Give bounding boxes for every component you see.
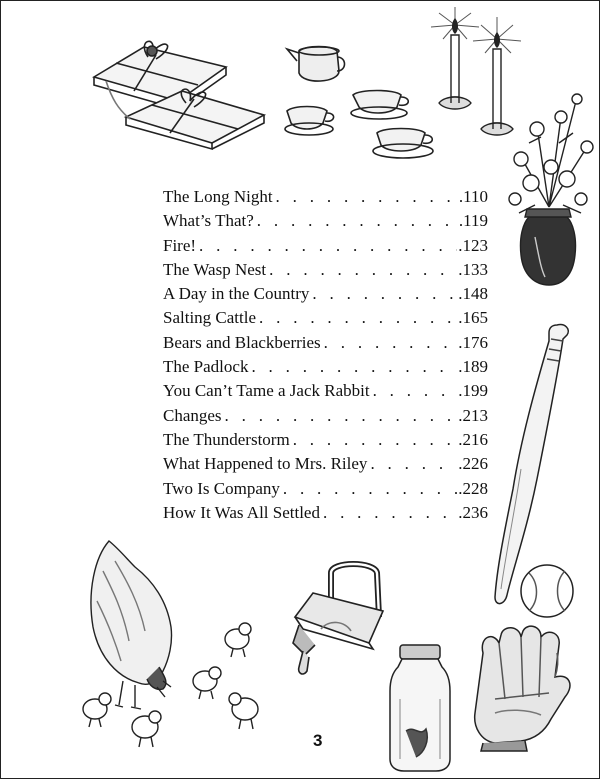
toc-entry bbox=[163, 379, 488, 403]
chapter-page-number: .176 bbox=[458, 332, 488, 352]
flower-vase-icon bbox=[501, 87, 596, 292]
chapter-page-number: .236 bbox=[458, 502, 488, 522]
toc-entry bbox=[163, 501, 488, 525]
toc-entry bbox=[163, 185, 488, 209]
chapter-page-number: .216 bbox=[458, 429, 488, 449]
dot-leader bbox=[225, 404, 458, 428]
chapter-title: Bears and Blackberries bbox=[163, 332, 321, 352]
dot-leader bbox=[370, 452, 457, 476]
dot-leader bbox=[373, 379, 458, 403]
baseball-bat-and-ball-icon bbox=[491, 319, 581, 624]
chapter-title: Salting Cattle bbox=[163, 308, 257, 328]
dot-leader bbox=[251, 355, 457, 379]
chapter-title: The Padlock bbox=[163, 357, 249, 377]
dot-leader bbox=[257, 209, 458, 233]
chapter-title: The Thunderstorm bbox=[163, 429, 290, 449]
dot-leader bbox=[276, 185, 458, 209]
chapter-page-number: .133 bbox=[458, 259, 488, 279]
chapter-page-number: .110 bbox=[458, 187, 488, 206]
chapter-page-number: .119 bbox=[458, 211, 488, 231]
chapter-page-number: .226 bbox=[458, 454, 488, 474]
dot-leader bbox=[323, 501, 457, 525]
chapter-title: Changes bbox=[163, 405, 222, 425]
chapter-page-number: .228 bbox=[458, 478, 488, 498]
chapter-page-number: .213 bbox=[458, 405, 488, 425]
chapter-page-number: .123 bbox=[458, 235, 488, 255]
dot-leader bbox=[312, 282, 457, 306]
dot-leader bbox=[283, 477, 457, 501]
chapter-page-number: .148 bbox=[458, 284, 488, 304]
toc-entry bbox=[163, 331, 488, 355]
chapter-title: Two Is Company bbox=[163, 478, 280, 498]
table-of-contents bbox=[163, 185, 488, 525]
chapter-title: You Can’t Tame a Jack Rabbit bbox=[163, 381, 370, 401]
toc-entry bbox=[163, 355, 488, 379]
glass-jar-icon bbox=[386, 641, 456, 773]
chapter-title: The Wasp Nest bbox=[163, 259, 267, 279]
chapter-title: A Day in the Country bbox=[163, 284, 310, 304]
dot-leader bbox=[269, 258, 457, 282]
toc-entry bbox=[163, 209, 488, 233]
toc-entry bbox=[163, 258, 488, 282]
toc-entry bbox=[163, 452, 488, 476]
dot-leader bbox=[259, 306, 457, 330]
toc-entry bbox=[163, 404, 488, 428]
dot-leader bbox=[199, 234, 457, 258]
chapter-title: How It Was All Settled bbox=[163, 502, 320, 522]
dot-leader bbox=[293, 428, 458, 452]
tied-packages-icon bbox=[86, 29, 276, 149]
dot-leader bbox=[324, 331, 458, 355]
toc-entry bbox=[163, 306, 488, 330]
toc-entry bbox=[163, 428, 488, 452]
chapter-title: What Happened to Mrs. Riley bbox=[163, 454, 368, 474]
baseball-glove-icon bbox=[465, 623, 577, 753]
toc-entry bbox=[163, 477, 488, 501]
hen-and-chicks-icon bbox=[73, 531, 278, 756]
chapter-title: Fire! bbox=[163, 235, 197, 255]
chapter-page-number: .189 bbox=[458, 357, 488, 377]
toc-entry bbox=[163, 282, 488, 306]
chapter-page-number: .165 bbox=[458, 308, 488, 328]
page-number: 3 bbox=[313, 731, 323, 750]
padlock-icon bbox=[285, 559, 393, 699]
chapter-title: What’s That? bbox=[163, 211, 254, 231]
toc-entry bbox=[163, 234, 488, 258]
chapter-title: The Long Night bbox=[163, 187, 273, 206]
chapter-page-number: .199 bbox=[458, 381, 488, 401]
